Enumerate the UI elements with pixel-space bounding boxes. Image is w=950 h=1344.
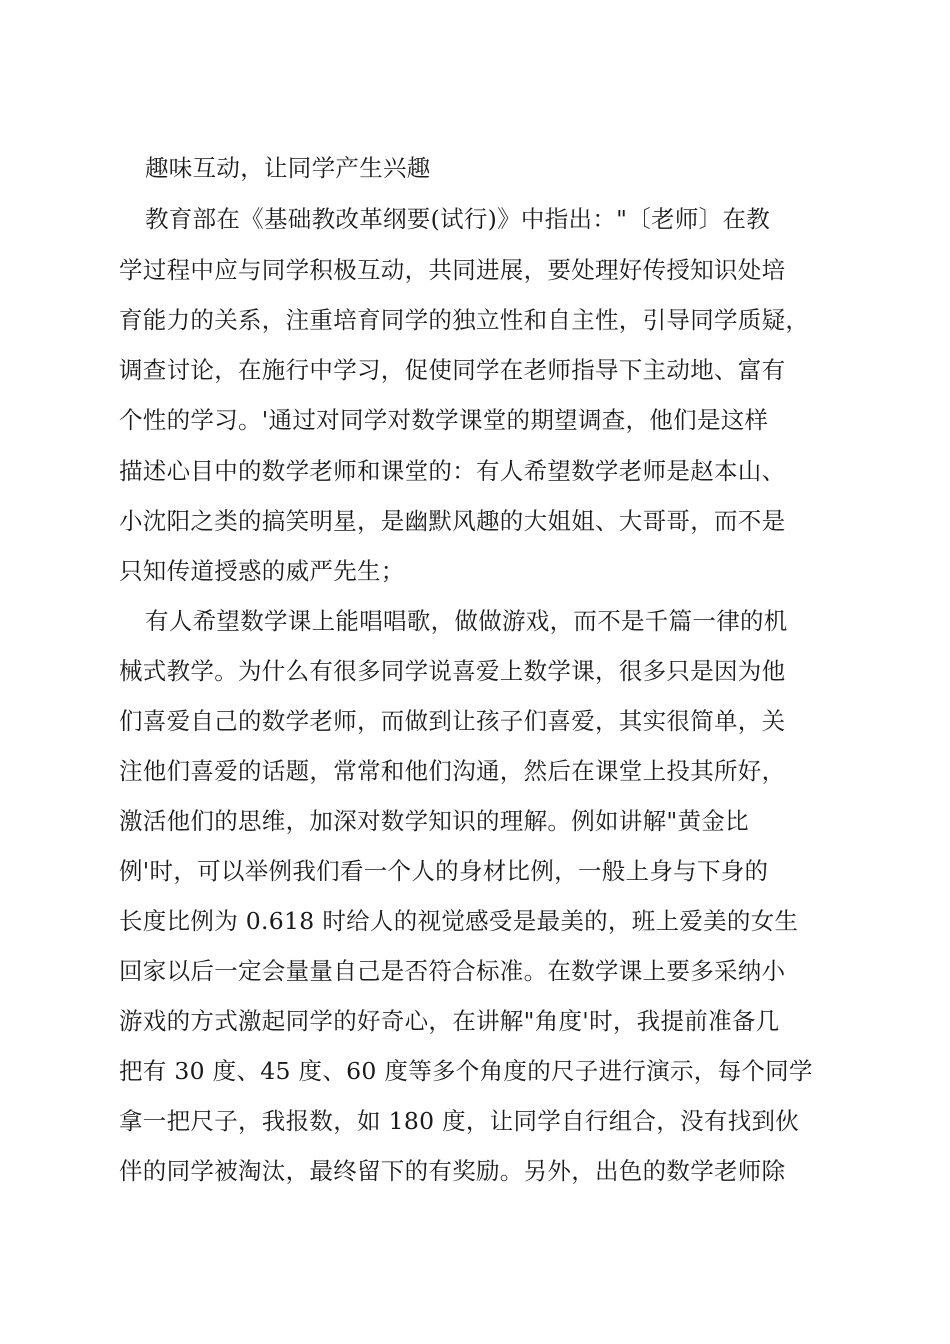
paragraph-line: 械式教学。为什么有很多同学说喜爱上数学课，很多只是因为他 [119, 657, 786, 685]
paragraph-line: 小沈阳之类的搞笑明星，是幽默风趣的大姐姐、大哥哥，而不是 [119, 507, 786, 535]
paragraph-line: 育能力的关系，注重培育同学的独立性和自主性，引导同学质疑， [119, 306, 810, 334]
paragraph-line: 回家以后一定会量量自己是否符合标准。在数学课上要多采纳小 [119, 957, 786, 985]
paragraph-line: 个性的学习。'通过对同学对数学课堂的期望调查，他们是这样 [119, 406, 769, 434]
paragraph-line: 调查讨论，在施行中学习，促使同学在老师指导下主动地、富有 [119, 356, 786, 384]
paragraph-line: 教育部在《基础教改革纲要(试行)》中指出："〔老师〕在教 [145, 205, 771, 233]
section-heading: 趣味互动，让同学产生兴趣 [145, 154, 431, 182]
paragraph-line: 伴的同学被淘汰，最终留下的有奖励。另外，出色的数学老师除 [119, 1157, 786, 1185]
paragraph-line: 例'时，可以举例我们看一个人的身材比例，一般上身与下身的 [119, 857, 769, 885]
paragraph-line: 长度比例为 0.618 时给人的视觉感受是最美的，班上爱美的女生 [119, 907, 799, 935]
paragraph-line: 游戏的方式激起同学的好奇心，在讲解"角度'时，我提前准备几 [119, 1007, 780, 1035]
paragraph-line: 有人希望数学课上能唱唱歌，做做游戏，而不是千篇一律的机 [145, 607, 788, 635]
paragraph-line: 注他们喜爱的话题，常常和他们沟通，然后在课堂上投其所好， [119, 757, 786, 785]
paragraph-line: 描述心目中的数学老师和课堂的：有人希望数学老师是赵本山、 [119, 457, 786, 485]
paragraph-line: 学过程中应与同学积极互动，共同进展，要处理好传授知识处培 [119, 256, 786, 284]
paragraph-line: 拿一把尺子，我报数，如 180 度，让同学自行组合，没有找到伙 [119, 1107, 800, 1135]
paragraph-line: 激活他们的思维，加深对数学知识的理解。例如讲解"黄金比 [119, 807, 749, 835]
paragraph-line: 们喜爱自己的数学老师，而做到让孩子们喜爱，其实很简单，关 [119, 707, 786, 735]
paragraph-line: 只知传道授惑的威严先生； [119, 557, 405, 585]
paragraph-line: 把有 30 度、45 度、60 度等多个角度的尺子进行演示，每个同学 [119, 1057, 813, 1085]
